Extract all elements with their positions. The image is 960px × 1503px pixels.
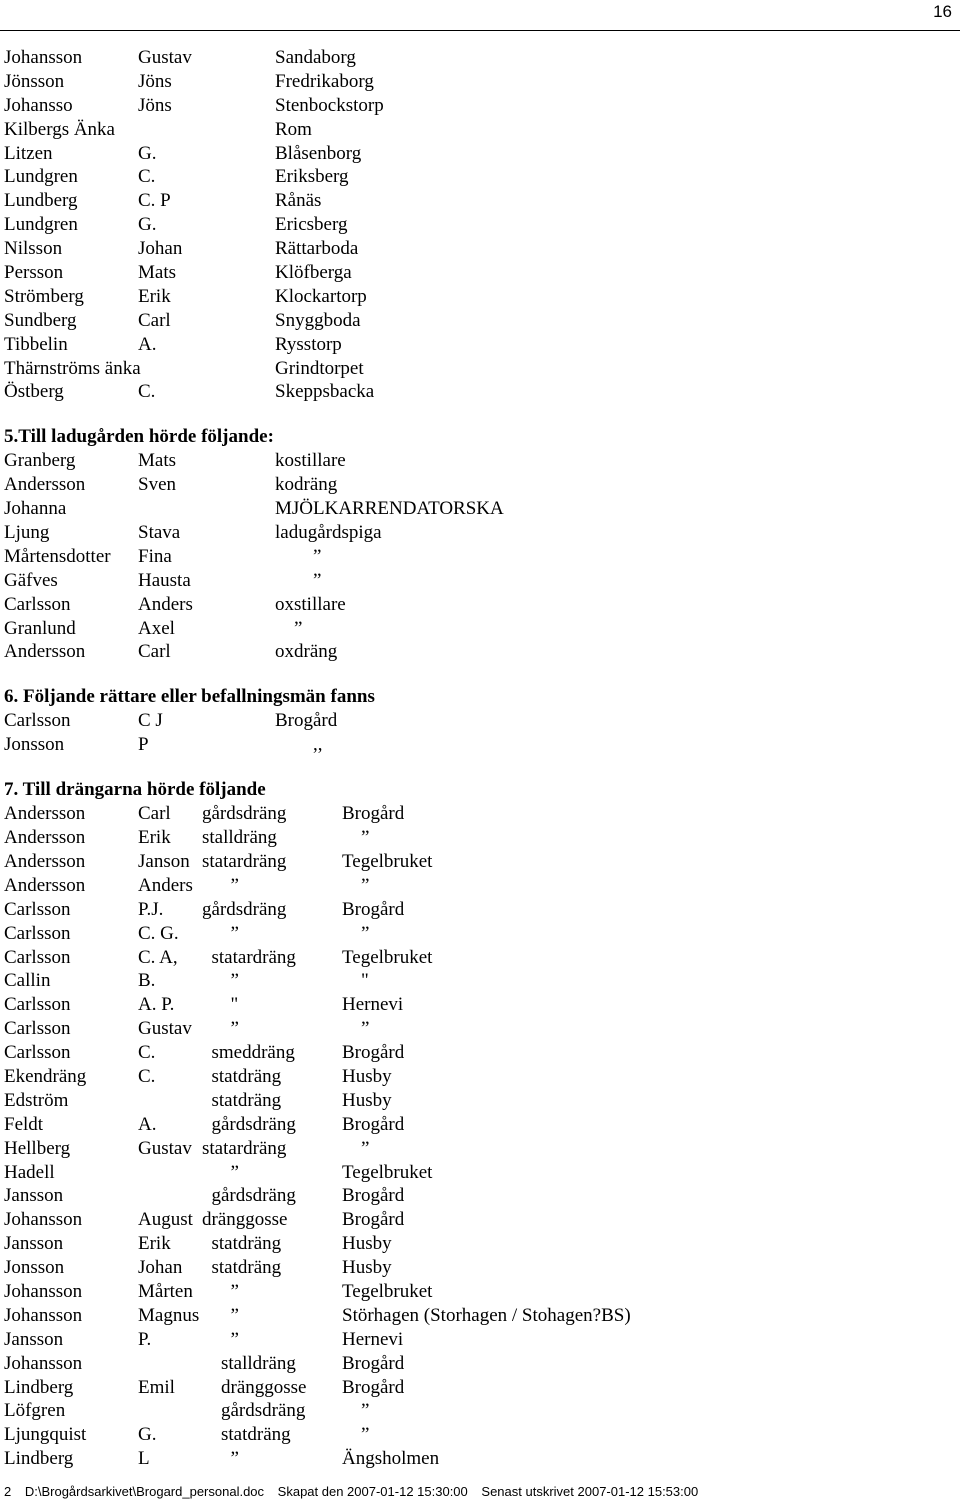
footer-printed: Senast utskrivet 2007-01-12 15:53:00 (481, 1484, 699, 1499)
list-item (4, 1399, 960, 1423)
cell-col-1: Andersson (4, 827, 86, 849)
cell-col-3: stalldräng (202, 1352, 296, 1374)
section-heading: 7. Till drängarna hörde följande (4, 779, 266, 801)
cell-col-2: L (138, 1448, 150, 1470)
cell-col-1: Jonsson (4, 1257, 65, 1279)
cell-col-2: Jöns (138, 94, 172, 116)
cell-col-4: Brogård (342, 1113, 405, 1135)
list-item (4, 1423, 960, 1447)
cell-col-2: P. (138, 1328, 152, 1350)
section-heading: 5.Till ladugården hörde följande: (4, 426, 274, 448)
cell-col-1: Persson (4, 262, 64, 284)
list-item (4, 1137, 960, 1161)
cell-col-3: gårdsdräng (202, 1185, 296, 1207)
cell-col-4: Tegelbruket (342, 850, 433, 872)
cell-col-1: Mårtensdotter (4, 545, 111, 567)
cell-col-4: ” (342, 1424, 370, 1446)
cell-col-2: G. (138, 214, 157, 236)
list-item (4, 545, 960, 569)
list-item (4, 1447, 960, 1471)
cell-col-1: Carlsson (4, 898, 71, 920)
list-item (4, 1352, 960, 1376)
cell-col-2: P (138, 734, 149, 756)
list-item (4, 449, 960, 473)
cell-col-1: Carlsson (4, 946, 71, 968)
cell-col-1: Lindberg (4, 1376, 74, 1398)
list-item (4, 1041, 960, 1065)
cell-col-3: statdräng (202, 1424, 291, 1446)
list-item (4, 70, 960, 94)
cell-col-1: Edström (4, 1089, 69, 1111)
cell-col-3: ,, (275, 734, 323, 756)
cell-col-4: " (342, 970, 369, 992)
cell-col-2: Axel (138, 617, 175, 639)
cell-col-3: ” (202, 1018, 239, 1040)
list-item (4, 118, 960, 142)
cell-col-1: Johansson (4, 1352, 83, 1374)
cell-col-4: ” (342, 922, 370, 944)
cell-col-2: Hausta (138, 569, 191, 591)
list-item (4, 1304, 960, 1328)
cell-col-1: Feldt (4, 1113, 44, 1135)
cell-col-3: Brogård (275, 710, 338, 732)
list-item (4, 94, 960, 118)
list-item (4, 709, 960, 733)
cell-col-2: Sven (138, 474, 176, 496)
cell-col-4: Brogård (342, 1352, 405, 1374)
cell-col-1: Andersson (4, 850, 86, 872)
footer-path: D:\Brogårdsarkivet\Brogard_personal.doc (24, 1484, 265, 1499)
cell-col-3: Eriksberg (275, 166, 349, 188)
cell-col-1: Jansson (4, 1185, 64, 1207)
cell-col-1: Andersson (4, 474, 86, 496)
cell-col-4: Hernevi (342, 994, 404, 1016)
cell-col-3: Rom (275, 118, 312, 140)
cell-col-1: Thärnströms änka (4, 357, 141, 379)
cell-col-3: Snyggboda (275, 309, 361, 331)
cell-col-3: smeddräng (202, 1042, 295, 1064)
cell-col-2: G. (138, 142, 157, 164)
list-item (4, 1328, 960, 1352)
page-number: 16 (933, 2, 952, 21)
cell-col-1: Johanna (4, 498, 67, 520)
list-item (4, 593, 960, 617)
cell-col-2: Anders (138, 593, 193, 615)
list-item (4, 874, 960, 898)
cell-col-1: Carlsson (4, 994, 71, 1016)
cell-col-1: Sundberg (4, 309, 77, 331)
cell-col-2: B. (138, 970, 156, 992)
list-item (4, 946, 960, 970)
cell-col-2: Stava (138, 522, 181, 544)
list-item (4, 898, 960, 922)
cell-col-3: kodräng (275, 474, 338, 496)
cell-col-4: Brogård (342, 1042, 405, 1064)
list-item (4, 1184, 960, 1208)
list-item (4, 969, 960, 993)
cell-col-3: ” (202, 922, 239, 944)
cell-col-3: ” (202, 970, 239, 992)
cell-col-1: Carlsson (4, 1042, 71, 1064)
cell-col-3: Rysstorp (275, 333, 342, 355)
cell-col-1: Jansson (4, 1233, 64, 1255)
list-item (4, 640, 960, 664)
cell-col-3: dränggosse (202, 1376, 307, 1398)
list-item (4, 357, 960, 381)
cell-col-4: Hernevi (342, 1328, 404, 1350)
cell-col-3: Sandaborg (275, 47, 356, 68)
cell-col-2: G. (138, 1424, 157, 1446)
cell-col-1: Lindberg (4, 1448, 74, 1470)
cell-col-3: Blåsenborg (275, 142, 362, 164)
cell-col-2: P.J. (138, 898, 164, 920)
list-item (4, 1113, 960, 1137)
cell-col-3: ” (275, 617, 303, 639)
list-item (4, 1208, 960, 1232)
cell-col-3: statardräng (202, 850, 287, 872)
cell-col-1: Carlsson (4, 710, 71, 732)
list-item (4, 142, 960, 166)
cell-col-2: Mårten (138, 1280, 193, 1302)
list-item (4, 521, 960, 545)
cell-col-3: Klockartorp (275, 285, 367, 307)
section-gap (4, 664, 960, 685)
list-item (4, 237, 960, 261)
cell-col-3: gårdsdräng (202, 803, 287, 825)
list-item (4, 333, 960, 357)
cell-col-3: ” (202, 1304, 239, 1326)
cell-col-2: C. (138, 1065, 156, 1087)
cell-col-3: oxdräng (275, 641, 338, 663)
cell-col-1: Callin (4, 970, 51, 992)
list-item (4, 1089, 960, 1113)
list-item (4, 569, 960, 593)
list-item (4, 1232, 960, 1256)
cell-col-1: Granlund (4, 617, 76, 639)
cell-col-1: Litzen (4, 142, 53, 164)
cell-col-3: statdräng (202, 1233, 282, 1255)
cell-col-2: Carl (138, 641, 171, 663)
cell-col-1: Ljungquist (4, 1424, 87, 1446)
cell-col-3: Klöfberga (275, 262, 352, 284)
cell-col-3: ” (202, 1448, 239, 1470)
cell-col-4: Störhagen (Storhagen / Stohagen?BS) (342, 1304, 631, 1326)
cell-col-2: August (138, 1209, 193, 1231)
cell-col-4: Husby (342, 1233, 392, 1255)
list-item (4, 1280, 960, 1304)
cell-col-2: C. A, (138, 946, 178, 968)
cell-col-3: " (202, 994, 239, 1016)
cell-col-4: ” (342, 1400, 370, 1422)
cell-col-4: Tegelbruket (342, 1280, 433, 1302)
cell-col-2: Mats (138, 450, 176, 472)
cell-col-2: A. (138, 333, 157, 355)
cell-col-3: ladugårdspiga (275, 522, 382, 544)
cell-col-1: Kilbergs Änka (4, 118, 115, 140)
cell-col-3: Grindtorpet (275, 357, 364, 379)
cell-col-2: Jöns (138, 70, 172, 92)
cell-col-1: Hadell (4, 1161, 55, 1183)
cell-col-3: dränggosse (202, 1209, 288, 1231)
cell-col-4: Tegelbruket (342, 946, 433, 968)
list-item (4, 1376, 960, 1400)
footer-page: 2 (4, 1484, 12, 1499)
cell-col-1: Tibbelin (4, 333, 68, 355)
cell-col-3: kostillare (275, 450, 346, 472)
cell-col-3: Ericsberg (275, 214, 348, 236)
cell-col-2: Fina (138, 545, 172, 567)
cell-col-3: ” (202, 1328, 239, 1350)
list-item (4, 46, 960, 70)
cell-col-3: ” (275, 569, 322, 591)
cell-col-1: Johansson (4, 1304, 83, 1326)
cell-col-3: Skeppsbacka (275, 381, 375, 403)
cell-col-4: Brogård (342, 1209, 405, 1231)
cell-col-1: Carlsson (4, 1018, 71, 1040)
list-item (4, 261, 960, 285)
cell-col-3: statdräng (202, 1065, 282, 1087)
cell-col-1: Lundgren (4, 166, 78, 188)
cell-col-2: C J (138, 710, 163, 732)
cell-col-4: ” (342, 1137, 370, 1159)
list-item (4, 733, 960, 757)
cell-col-1: Ljung (4, 522, 50, 544)
cell-col-2: Gustav (138, 47, 192, 68)
section-gap (4, 404, 960, 425)
cell-col-4: Husby (342, 1065, 392, 1087)
page-footer (4, 1484, 708, 1499)
cell-col-1: Andersson (4, 874, 86, 896)
cell-col-4: Brogård (342, 1376, 405, 1398)
cell-col-3: oxstillare (275, 593, 346, 615)
cell-col-1: Östberg (4, 381, 64, 403)
footer-created: Skapat den 2007-01-12 15:30:00 (277, 1484, 468, 1499)
cell-col-1: Strömberg (4, 285, 84, 307)
cell-col-2: Magnus (138, 1304, 200, 1326)
cell-col-2: Gustav (138, 1137, 192, 1159)
cell-col-3: ” (202, 874, 239, 896)
document-body (4, 46, 960, 1471)
cell-col-1: Lundgren (4, 214, 78, 236)
cell-col-4: Husby (342, 1089, 392, 1111)
cell-col-2: Anders (138, 874, 193, 896)
cell-col-2: C. (138, 381, 156, 403)
list-item (4, 1161, 960, 1185)
cell-col-2: Carl (138, 803, 171, 825)
cell-col-1: Jonsson (4, 734, 65, 756)
cell-col-1: Jönsson (4, 70, 65, 92)
cell-col-1: Johansson (4, 1209, 83, 1231)
cell-col-3: Fredrikaborg (275, 70, 374, 92)
list-item (4, 802, 960, 826)
cell-col-1: Andersson (4, 641, 86, 663)
cell-col-2: Mats (138, 262, 176, 284)
cell-col-2: C. (138, 166, 156, 188)
cell-col-4: Tegelbruket (342, 1161, 433, 1183)
cell-col-3: ” (275, 545, 322, 567)
cell-col-1: Carlsson (4, 922, 71, 944)
cell-col-1: Löfgren (4, 1400, 66, 1422)
list-item (4, 922, 960, 946)
cell-col-3: MJÖLKARRENDATORSKA (275, 498, 504, 520)
cell-col-1: Hellberg (4, 1137, 71, 1159)
cell-col-1: Gäfves (4, 569, 58, 591)
cell-col-3: statdräng (202, 1089, 282, 1111)
cell-col-4: Brogård (342, 898, 405, 920)
section-heading: 6. Följande rättare eller befallningsmän fanns (4, 686, 375, 708)
list-item (4, 213, 960, 237)
cell-col-3: gårdsdräng (202, 898, 287, 920)
list-item (4, 850, 960, 874)
list-item (4, 826, 960, 850)
cell-col-2: Erik (138, 827, 171, 849)
cell-col-1: Granberg (4, 450, 76, 472)
list-item (4, 1256, 960, 1280)
cell-col-2: C. P (138, 190, 171, 212)
cell-col-3: Stenbockstorp (275, 94, 384, 116)
cell-col-2: Janson (138, 850, 190, 872)
header-rule (0, 30, 960, 31)
cell-col-3: gårdsdräng (202, 1113, 296, 1135)
cell-col-2: C. G. (138, 922, 179, 944)
cell-col-3: ” (202, 1161, 239, 1183)
cell-col-1: Nilsson (4, 238, 63, 260)
cell-col-1: Andersson (4, 803, 86, 825)
cell-col-1: Jansson (4, 1328, 64, 1350)
cell-col-2: Erik (138, 1233, 171, 1255)
list-item (4, 993, 960, 1017)
cell-col-1: Johansson (4, 1280, 83, 1302)
list-item (4, 617, 960, 641)
list-item (4, 473, 960, 497)
cell-col-4: ” (342, 1018, 370, 1040)
cell-col-4: Husby (342, 1257, 392, 1279)
cell-col-2: C. (138, 1042, 156, 1064)
cell-col-2: Erik (138, 285, 171, 307)
cell-col-1: Ekendräng (4, 1065, 87, 1087)
list-item (4, 165, 960, 189)
cell-col-3: Rånäs (275, 190, 322, 212)
cell-col-1: Carlsson (4, 593, 71, 615)
cell-col-1: Johansso (4, 94, 73, 116)
cell-col-2: Carl (138, 309, 171, 331)
cell-col-3: ” (202, 1280, 239, 1302)
cell-col-3: statardräng (202, 946, 296, 968)
cell-col-1: Johansson (4, 47, 83, 68)
list-item (4, 380, 960, 404)
cell-col-2: Johan (138, 238, 183, 260)
cell-col-2: Johan (138, 1257, 183, 1279)
cell-col-2: Emil (138, 1376, 175, 1398)
list-item (4, 1017, 960, 1041)
list-item (4, 1065, 960, 1089)
cell-col-1: Lundberg (4, 190, 78, 212)
cell-col-3: gårdsdräng (202, 1400, 306, 1422)
cell-col-4: Brogård (342, 803, 405, 825)
cell-col-2: Gustav (138, 1018, 192, 1040)
cell-col-4: Ängsholmen (342, 1448, 440, 1470)
list-item (4, 189, 960, 213)
cell-col-4: Brogård (342, 1185, 405, 1207)
list-item (4, 497, 960, 521)
cell-col-3: statardräng (202, 1137, 287, 1159)
list-item (4, 285, 960, 309)
cell-col-3: statdräng (202, 1257, 282, 1279)
cell-col-2: A. (138, 1113, 157, 1135)
list-item (4, 309, 960, 333)
cell-col-3: stalldräng (202, 827, 277, 849)
section-gap (4, 757, 960, 778)
cell-col-3: Rättarboda (275, 238, 359, 260)
cell-col-2: A. P. (138, 994, 175, 1016)
cell-col-4: ” (342, 827, 370, 849)
cell-col-4: ” (342, 874, 370, 896)
